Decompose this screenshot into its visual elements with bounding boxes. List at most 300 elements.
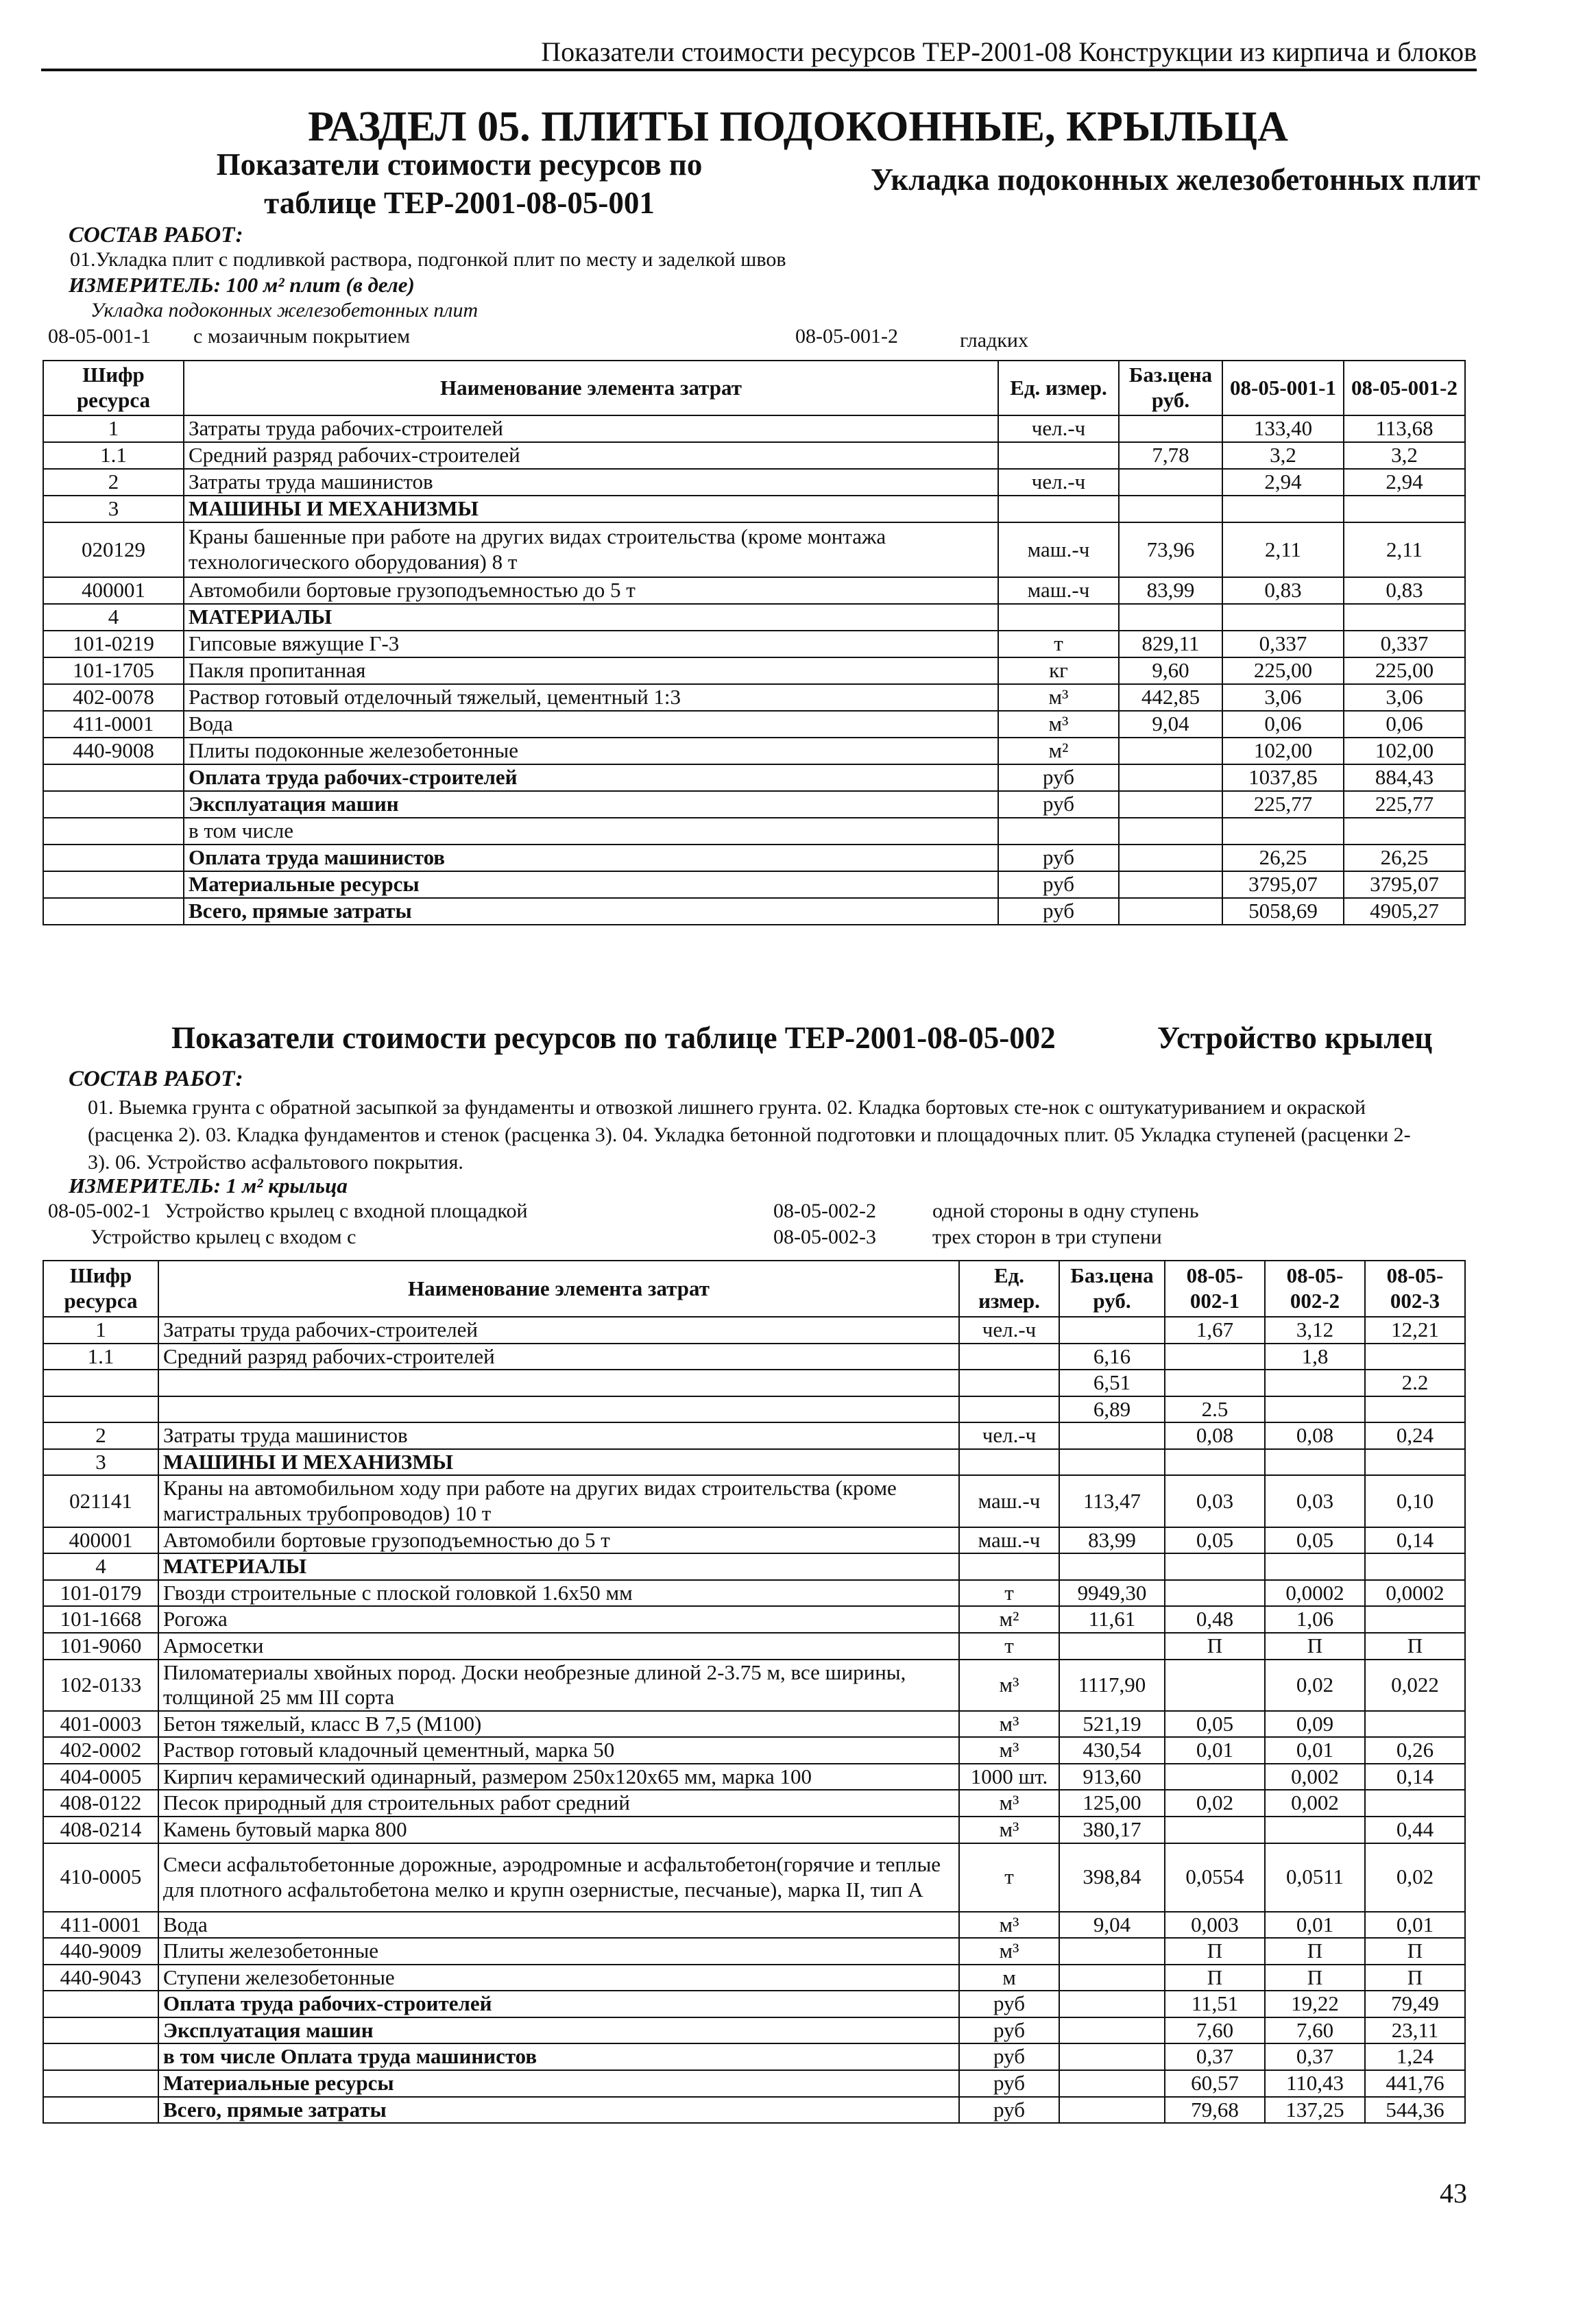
table-row — [43, 604, 1465, 631]
table-row — [43, 1475, 1465, 1527]
table-cell: 26,25 — [1222, 845, 1344, 871]
table-row — [43, 1764, 1465, 1790]
table-row — [43, 442, 1465, 469]
t2-code1: 08-05-002-1 — [48, 1200, 151, 1222]
table-cell: 0,37 — [1165, 2043, 1265, 2070]
table-cell — [959, 1396, 1059, 1423]
table-cell — [1059, 2017, 1165, 2044]
table-cell: 0,02 — [1165, 1790, 1265, 1817]
table-cell: руб — [959, 2070, 1059, 2097]
table-cell: 0,83 — [1344, 577, 1465, 604]
table-cell: м³ — [959, 1912, 1059, 1939]
table-cell: 0,0511 — [1265, 1843, 1365, 1912]
table-cell: 0,0002 — [1365, 1580, 1465, 1607]
table-cell — [1165, 1370, 1265, 1396]
table-cell: м³ — [998, 684, 1119, 711]
table-cell — [1119, 898, 1222, 925]
table-cell: 0,83 — [1222, 577, 1344, 604]
table-cell: Ступени железобетонные — [158, 1965, 959, 1991]
table-cell: Ед. измер. — [959, 1261, 1059, 1317]
table-row — [43, 764, 1465, 791]
table-row — [43, 1633, 1465, 1660]
table-row — [43, 1580, 1465, 1607]
table-cell — [1265, 1817, 1365, 1843]
table-cell: Материальные ресурсы — [158, 2070, 959, 2097]
table-cell — [1059, 1938, 1165, 1965]
table-cell: 4 — [43, 604, 184, 631]
table-cell: 2,94 — [1344, 469, 1465, 496]
table-cell: маш.-ч — [959, 1527, 1059, 1554]
table-cell — [1119, 415, 1222, 442]
table-cell — [1059, 1449, 1165, 1476]
table-cell: 1,8 — [1265, 1344, 1365, 1370]
table-cell: МАТЕРИАЛЫ — [158, 1553, 959, 1580]
table2-work-title: Устройство крылец — [1157, 1021, 1433, 1055]
table-cell — [1344, 604, 1465, 631]
table-cell: 1117,90 — [1059, 1660, 1165, 1711]
table-row — [43, 469, 1465, 496]
table-cell: МАШИНЫ И МЕХАНИЗМЫ — [158, 1449, 959, 1476]
t2-code2: 08-05-002-2 — [773, 1200, 876, 1222]
table-cell — [1059, 1965, 1165, 1991]
table-cell: 401-0003 — [43, 1711, 158, 1738]
table-cell: руб — [959, 1991, 1059, 2017]
table-cell: 1000 шт. — [959, 1764, 1059, 1790]
t1-line1: Укладка подоконных железобетонных плит — [90, 299, 479, 321]
table-row — [43, 2017, 1465, 2044]
table-cell: 3 — [43, 496, 184, 522]
table-cell: 83,99 — [1119, 577, 1222, 604]
table-cell: 3795,07 — [1222, 871, 1344, 898]
table-cell: 110,43 — [1265, 2070, 1365, 2097]
table-cell: 5058,69 — [1222, 898, 1344, 925]
table-cell: 544,36 — [1365, 2097, 1465, 2124]
table-cell: П — [1165, 1965, 1265, 1991]
table-cell: Гипсовые вяжущие Г-3 — [184, 631, 998, 657]
table-cell — [43, 845, 184, 871]
table-row — [43, 1843, 1465, 1912]
table-cell: 0,08 — [1165, 1422, 1265, 1449]
table-cell: 9,60 — [1119, 657, 1222, 684]
table-cell: 411-0001 — [43, 711, 184, 738]
table-cell — [1222, 496, 1344, 522]
table-cell: П — [1265, 1938, 1365, 1965]
table-cell: 102-0133 — [43, 1660, 158, 1711]
table-cell: 08-05-002-1 — [1165, 1261, 1265, 1317]
table-cell: 410-0005 — [43, 1843, 158, 1912]
table-cell: 1,67 — [1165, 1317, 1265, 1344]
table-cell: 0,14 — [1365, 1764, 1465, 1790]
table-cell: руб — [998, 898, 1119, 925]
table-cell: Баз.цена руб. — [1059, 1261, 1165, 1317]
table-cell: чел.-ч — [998, 415, 1119, 442]
table-row — [43, 1817, 1465, 1843]
table-cell: 1,24 — [1365, 2043, 1465, 2070]
table-cell: 60,57 — [1165, 2070, 1265, 2097]
table-cell: 101-9060 — [43, 1633, 158, 1660]
table-cell — [43, 898, 184, 925]
table-cell: 23,11 — [1365, 2017, 1465, 2044]
table-cell — [43, 1991, 158, 2017]
table-cell — [1119, 469, 1222, 496]
table-cell: 440-9009 — [43, 1938, 158, 1965]
table-cell: т — [959, 1843, 1059, 1912]
t2-code3: 08-05-002-3 — [773, 1226, 876, 1248]
table-cell: маш.-ч — [998, 522, 1119, 577]
table-cell — [1344, 818, 1465, 845]
table-cell: 0,03 — [1265, 1475, 1365, 1527]
table-row — [43, 845, 1465, 871]
table-row — [43, 1938, 1465, 1965]
table-cell: Пиломатериалы хвойных пород. Доски необрезные длиной 2-3.75 м, все ширины, толщиной 25 мм III сорта — [158, 1660, 959, 1711]
table-cell: 430,54 — [1059, 1737, 1165, 1764]
t2-desc1: Устройство крылец с входной площадкой — [165, 1200, 528, 1222]
resource-table-2 — [43, 1260, 1466, 2124]
table-cell: 400001 — [43, 1527, 158, 1554]
table-cell: 2,94 — [1222, 469, 1344, 496]
table-cell — [959, 1553, 1059, 1580]
table-cell: П — [1365, 1633, 1465, 1660]
table-row — [43, 1991, 1465, 2017]
table-cell: 73,96 — [1119, 522, 1222, 577]
table-cell: Плиты железобетонные — [158, 1938, 959, 1965]
table-cell: 0,003 — [1165, 1912, 1265, 1939]
table-cell: 113,47 — [1059, 1475, 1165, 1527]
table-cell: 0,09 — [1265, 1711, 1365, 1738]
table-cell: 2.5 — [1165, 1396, 1265, 1423]
table-cell: 0,0002 — [1265, 1580, 1365, 1607]
table-row — [43, 2097, 1465, 2124]
table-cell: 7,60 — [1165, 2017, 1265, 2044]
table-cell: Ед. измер. — [998, 361, 1119, 415]
table-cell: в том числе Оплата труда машинистов — [158, 2043, 959, 2070]
table-row — [43, 2043, 1465, 2070]
table-cell — [1344, 496, 1465, 522]
table-cell: 3,2 — [1222, 442, 1344, 469]
table-cell: 9,04 — [1119, 711, 1222, 738]
table-cell — [1365, 1790, 1465, 1817]
table-cell — [1165, 1553, 1265, 1580]
table-cell: Вода — [184, 711, 998, 738]
table-cell: 398,84 — [1059, 1843, 1165, 1912]
table-row — [43, 898, 1465, 925]
table-cell: 9,04 — [1059, 1912, 1165, 1939]
table-cell: 829,11 — [1119, 631, 1222, 657]
table2-title: Показатели стоимости ресурсов по таблице ТЕР-2001-08-05-002 — [171, 1021, 1056, 1055]
table-cell: 79,49 — [1365, 1991, 1465, 2017]
table-cell — [43, 1396, 158, 1423]
t1-code2: 08-05-001-2 — [795, 325, 898, 348]
table-cell: кг — [998, 657, 1119, 684]
table-cell — [1119, 764, 1222, 791]
table-cell: 440-9043 — [43, 1965, 158, 1991]
table-cell: Песок природный для строительных работ средний — [158, 1790, 959, 1817]
table-row — [43, 1422, 1465, 1449]
resource-table-1 — [43, 360, 1466, 925]
table-cell: Средний разряд рабочих-строителей — [184, 442, 998, 469]
table-cell — [1222, 604, 1344, 631]
table-cell: 441,76 — [1365, 2070, 1465, 2097]
table-cell: 402-0002 — [43, 1737, 158, 1764]
table-cell: 0,44 — [1365, 1817, 1465, 1843]
table-cell: 6,16 — [1059, 1344, 1165, 1370]
table-cell — [1119, 791, 1222, 818]
table-row — [43, 1553, 1465, 1580]
table-cell — [1059, 2097, 1165, 2124]
table-cell: м² — [959, 1606, 1059, 1633]
table-cell — [43, 791, 184, 818]
table-row — [43, 1370, 1465, 1396]
table-cell: 0,0554 — [1165, 1843, 1265, 1912]
table-cell: Наименование элемента затрат — [184, 361, 998, 415]
table-cell: 7,78 — [1119, 442, 1222, 469]
table-cell: 1 — [43, 1317, 158, 1344]
table-cell: м³ — [959, 1711, 1059, 1738]
table-cell — [158, 1396, 959, 1423]
table-cell: 400001 — [43, 577, 184, 604]
table-cell: т — [998, 631, 1119, 657]
table-cell: 1 — [43, 415, 184, 442]
table-cell: 0,06 — [1222, 711, 1344, 738]
table-cell — [959, 1344, 1059, 1370]
table-cell: 225,77 — [1344, 791, 1465, 818]
table-cell: м³ — [959, 1737, 1059, 1764]
table-cell — [43, 2043, 158, 2070]
table-cell: 125,00 — [1059, 1790, 1165, 1817]
table-cell: Оплата труда машинистов — [184, 845, 998, 871]
table-cell — [1265, 1396, 1365, 1423]
table-cell — [1059, 2070, 1165, 2097]
table-header-row — [43, 1261, 1465, 1317]
table-cell: 0,01 — [1165, 1737, 1265, 1764]
table-cell: Раствор готовый кладочный цементный, марка 50 — [158, 1737, 959, 1764]
table-cell: м³ — [959, 1938, 1059, 1965]
table-cell: 08-05-002-2 — [1265, 1261, 1365, 1317]
table-cell: м³ — [959, 1817, 1059, 1843]
table-cell: 2 — [43, 469, 184, 496]
table-row — [43, 738, 1465, 764]
table-cell — [998, 442, 1119, 469]
table-cell: м³ — [959, 1660, 1059, 1711]
table-cell: 101-0179 — [43, 1580, 158, 1607]
table-cell — [43, 871, 184, 898]
table-cell: Эксплуатация машин — [158, 2017, 959, 2044]
table-row — [43, 577, 1465, 604]
table-cell: 0,002 — [1265, 1764, 1365, 1790]
table-cell: 3,06 — [1222, 684, 1344, 711]
table-cell — [1365, 1449, 1465, 1476]
sostav-label-2: СОСТАВ РАБОТ: — [69, 1067, 243, 1091]
table-cell: П — [1265, 1633, 1365, 1660]
table-cell: чел.-ч — [959, 1317, 1059, 1344]
running-header: Показатели стоимости ресурсов ТЕР-2001-08 Конструкции из кирпича и блоков — [541, 36, 1477, 67]
table-cell — [1165, 1817, 1265, 1843]
table-cell — [1365, 1711, 1465, 1738]
table-cell: руб — [998, 791, 1119, 818]
t2-desc3: трех сторон в три ступени — [932, 1226, 1162, 1248]
table-cell: Бетон тяжелый, класс В 7,5 (М100) — [158, 1711, 959, 1738]
table1-subtitle: Показатели стоимости ресурсов по таблице ТЕР-2001-08-05-001 — [216, 147, 703, 220]
table-cell: 225,77 — [1222, 791, 1344, 818]
table-cell: 0,337 — [1344, 631, 1465, 657]
table-cell: Наименование элемента затрат — [158, 1261, 959, 1317]
table-row — [43, 684, 1465, 711]
table-cell: Раствор готовый отделочный тяжелый, цементный 1:3 — [184, 684, 998, 711]
table-cell — [1165, 1344, 1265, 1370]
table-cell — [998, 604, 1119, 631]
table-cell: 11,61 — [1059, 1606, 1165, 1633]
table-cell: 2 — [43, 1422, 158, 1449]
table-cell: Затраты труда машинистов — [184, 469, 998, 496]
table-cell: м — [959, 1965, 1059, 1991]
table-cell: 408-0122 — [43, 1790, 158, 1817]
table-cell: 0,03 — [1165, 1475, 1265, 1527]
table-cell: 521,19 — [1059, 1711, 1165, 1738]
table-cell: МАТЕРИАЛЫ — [184, 604, 998, 631]
table-cell: т — [959, 1580, 1059, 1607]
table-cell: 2,11 — [1222, 522, 1344, 577]
table-cell: 1037,85 — [1222, 764, 1344, 791]
table-row — [43, 2070, 1465, 2097]
table-cell: Баз.цена руб. — [1119, 361, 1222, 415]
table-cell — [1059, 1317, 1165, 1344]
table-row — [43, 657, 1465, 684]
table-cell — [1365, 1396, 1465, 1423]
table-cell: 0,05 — [1165, 1711, 1265, 1738]
table-cell — [1119, 738, 1222, 764]
table-cell: Краны башенные при работе на других видах строительства (кроме монтажа технологического оборудования) 8 т — [184, 522, 998, 577]
table-cell: маш.-ч — [998, 577, 1119, 604]
table-cell: чел.-ч — [959, 1422, 1059, 1449]
table-cell: 402-0078 — [43, 684, 184, 711]
table-row — [43, 496, 1465, 522]
table-cell: Рогожа — [158, 1606, 959, 1633]
table-cell: 19,22 — [1265, 1991, 1365, 2017]
table-cell: 3 — [43, 1449, 158, 1476]
table-cell — [1265, 1370, 1365, 1396]
table-cell — [43, 2070, 158, 2097]
table-cell — [1119, 871, 1222, 898]
table-row — [43, 1660, 1465, 1711]
table-cell: 101-0219 — [43, 631, 184, 657]
table-cell: 102,00 — [1344, 738, 1465, 764]
table-cell: 380,17 — [1059, 1817, 1165, 1843]
table-cell — [1119, 818, 1222, 845]
table-cell: 021141 — [43, 1475, 158, 1527]
table-cell: 0,24 — [1365, 1422, 1465, 1449]
table-cell: 225,00 — [1222, 657, 1344, 684]
table-cell: 404-0005 — [43, 1764, 158, 1790]
table-row — [43, 1317, 1465, 1344]
table-cell — [1165, 1660, 1265, 1711]
table-cell — [1059, 1553, 1165, 1580]
table-cell: 0,26 — [1365, 1737, 1465, 1764]
table-cell: 6,51 — [1059, 1370, 1165, 1396]
table-cell: П — [1365, 1938, 1465, 1965]
table-cell: 1.1 — [43, 1344, 158, 1370]
page-number: 43 — [1440, 2178, 1467, 2209]
table-cell: 0,022 — [1365, 1660, 1465, 1711]
table-header-row — [43, 361, 1465, 415]
table-cell: м³ — [959, 1790, 1059, 1817]
table-cell: 913,60 — [1059, 1764, 1165, 1790]
table-cell: Материальные ресурсы — [184, 871, 998, 898]
table-cell — [1365, 1344, 1465, 1370]
table-cell: 4905,27 — [1344, 898, 1465, 925]
table-cell — [998, 818, 1119, 845]
sostav-text-1: 01.Укладка плит с подливкой раствора, подгонкой плит по месту и заделкой швов — [70, 248, 786, 271]
table-cell: Затраты труда рабочих-строителей — [184, 415, 998, 442]
table-cell — [1222, 818, 1344, 845]
table-row — [43, 1965, 1465, 1991]
table-cell: Автомобили бортовые грузоподъемностью до 5 т — [184, 577, 998, 604]
table-row — [43, 1396, 1465, 1423]
table-row — [43, 1449, 1465, 1476]
table-cell: МАШИНЫ И МЕХАНИЗМЫ — [184, 496, 998, 522]
table-cell: 020129 — [43, 522, 184, 577]
table-cell: Плиты подоконные железобетонные — [184, 738, 998, 764]
table-cell — [959, 1370, 1059, 1396]
table-cell: 0,05 — [1165, 1527, 1265, 1554]
table-cell: 0,02 — [1365, 1843, 1465, 1912]
table-cell — [43, 1370, 158, 1396]
table-cell — [1119, 604, 1222, 631]
table-cell: 0,002 — [1265, 1790, 1365, 1817]
table-cell: 6,89 — [1059, 1396, 1165, 1423]
table-cell: 411-0001 — [43, 1912, 158, 1939]
table-cell: Вода — [158, 1912, 959, 1939]
table-cell: Эксплуатация машин — [184, 791, 998, 818]
table-row — [43, 1527, 1465, 1554]
table-cell: 7,60 — [1265, 2017, 1365, 2044]
table-cell: Всего, прямые затраты — [184, 898, 998, 925]
table-cell: 440-9008 — [43, 738, 184, 764]
table-cell: 08-05-001-1 — [1222, 361, 1344, 415]
table-cell: м³ — [998, 711, 1119, 738]
table-cell — [1165, 1449, 1265, 1476]
t1-desc1: с мозаичным покрытием — [193, 325, 411, 348]
table-cell: 0,08 — [1265, 1422, 1365, 1449]
table-cell: Смеси асфальтобетонные дорожные, аэродромные и асфальтобетон(горячие и теплые для плотного асфальтобетона мелко и крупн озернистые, песчаные), марка II, тип А — [158, 1843, 959, 1912]
table-cell: П — [1165, 1633, 1265, 1660]
t2-line3: Устройство крылец с входом с — [90, 1226, 356, 1248]
table-cell — [43, 2097, 158, 2124]
table-cell: 2,11 — [1344, 522, 1465, 577]
table1-work-title: Укладка подоконных железобетонных плит — [871, 162, 1481, 197]
section-title: РАЗДЕЛ 05. ПЛИТЫ ПОДОКОННЫЕ, КРЫЛЬЦА — [308, 104, 1288, 150]
t2-desc2: одной стороны в одну ступень — [932, 1200, 1199, 1222]
table-cell: 102,00 — [1222, 738, 1344, 764]
table-row — [43, 1790, 1465, 1817]
table-cell: м² — [998, 738, 1119, 764]
table-cell: 2.2 — [1365, 1370, 1465, 1396]
table-cell: маш.-ч — [959, 1475, 1059, 1527]
table-row — [43, 818, 1465, 845]
table-cell — [1365, 1553, 1465, 1580]
table-cell — [1119, 496, 1222, 522]
table-cell: 101-1668 — [43, 1606, 158, 1633]
table-cell: 3795,07 — [1344, 871, 1465, 898]
table-row — [43, 1737, 1465, 1764]
table-cell — [43, 818, 184, 845]
sostav-label-1: СОСТАВ РАБОТ: — [69, 223, 243, 247]
table-cell: 08-05-002-3 — [1365, 1261, 1465, 1317]
table-cell: 9949,30 — [1059, 1580, 1165, 1607]
t1-code1: 08-05-001-1 — [48, 325, 151, 348]
table-cell: 3,2 — [1344, 442, 1465, 469]
table-cell: 0,10 — [1365, 1475, 1465, 1527]
table-cell: Гвозди строительные с плоской головкой 1.6х50 мм — [158, 1580, 959, 1607]
